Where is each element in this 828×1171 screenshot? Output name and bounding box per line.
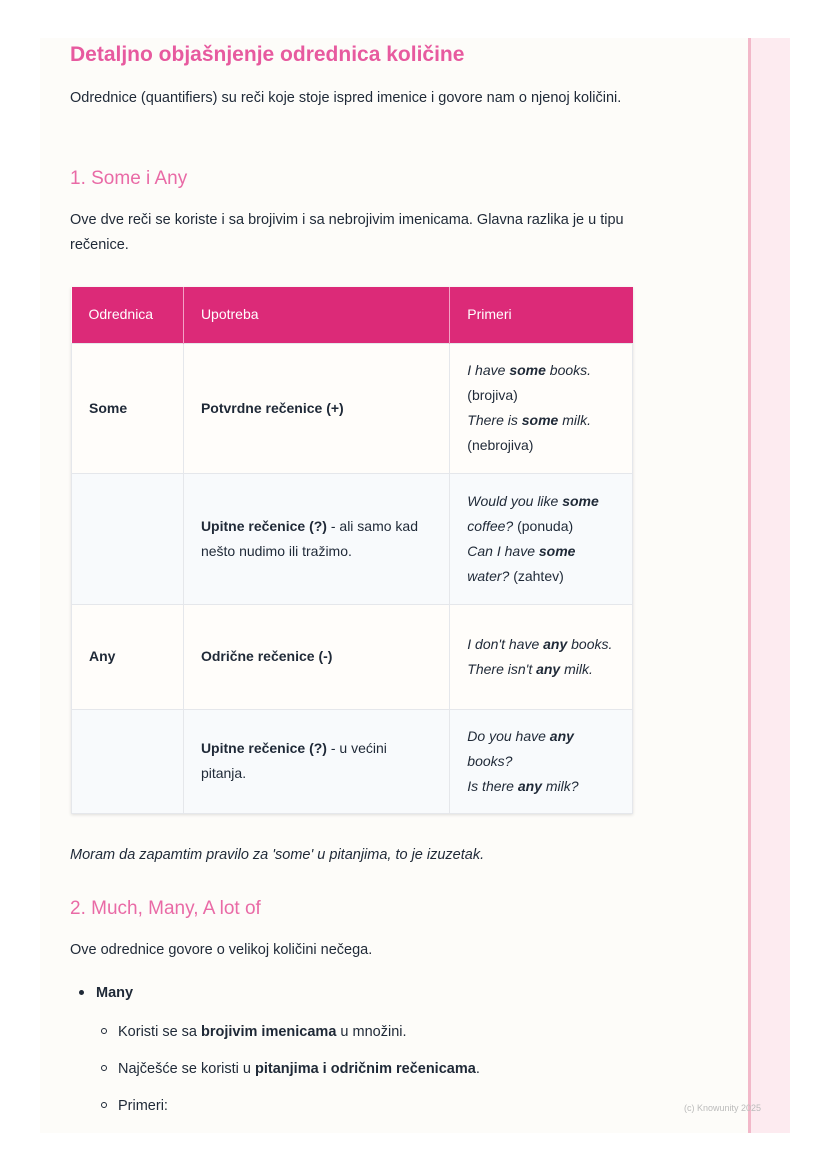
example-line <box>467 358 615 408</box>
determiner-cell <box>72 604 184 709</box>
note-text: Moram da zapamtim pravilo za 'some' u pitanjima, to je izuzetak. <box>70 847 485 863</box>
example-keyword: any <box>536 660 561 677</box>
example-line <box>467 632 615 657</box>
page-title: Detaljno objašnjenje odrednica količine <box>70 43 465 66</box>
example-text: milk. <box>560 660 593 677</box>
table-row <box>72 709 633 813</box>
usage-note: - ali samo kad nešto nudimo ili tražimo. <box>200 517 419 559</box>
example-line <box>467 489 615 539</box>
usage-cell <box>183 473 449 604</box>
table-row <box>72 473 633 604</box>
circle-bullet-icon <box>101 1028 107 1034</box>
example-line <box>467 774 615 799</box>
example-note: (nebrojiva) <box>467 437 534 453</box>
usage-label: Odrične rečenice (-) <box>200 648 333 664</box>
example-text: milk. <box>558 412 591 428</box>
circle-bullet-icon <box>101 1102 107 1108</box>
examples-cell <box>450 473 633 604</box>
text: Koristi se sa <box>118 1024 201 1040</box>
column-header: Primeri <box>450 287 633 343</box>
example-keyword: any <box>517 777 542 794</box>
section-2-heading: 2. Much, Many, A lot of <box>70 898 261 919</box>
determiner: Any <box>89 648 116 664</box>
text: Najčešće se koristi u <box>118 1061 255 1077</box>
example-text: Can I have <box>467 542 539 559</box>
example-text: Would you like <box>467 492 563 509</box>
text: Primeri: <box>118 1098 168 1114</box>
side-strip <box>748 38 790 1133</box>
quantifiers-table <box>71 287 633 814</box>
table-row <box>72 343 633 473</box>
usage-cell <box>183 709 449 813</box>
example-line <box>467 408 615 458</box>
example-text: coffee? <box>467 517 514 534</box>
usage-cell <box>183 604 449 709</box>
usage-label: Upitne rečenice (?) <box>200 517 327 534</box>
bullet-icon <box>79 990 84 995</box>
text: . <box>475 1061 480 1077</box>
example-note: (ponuda) <box>513 517 574 534</box>
example-note: (zahtev) <box>509 567 564 584</box>
determiner-cell <box>72 343 184 473</box>
examples-cell <box>450 343 633 473</box>
bold-text: brojivim imenicama <box>201 1024 337 1040</box>
example-text: Is there <box>467 777 518 794</box>
example-keyword: any <box>549 727 574 744</box>
example-text: milk? <box>542 777 579 794</box>
sub-list-item <box>118 1020 480 1045</box>
bold-text: pitanjima i odričnim rečenicama <box>255 1061 476 1077</box>
examples-cell <box>450 709 633 813</box>
example-note: (brojiva) <box>467 387 518 403</box>
section-1-text: Ove dve reči se koriste i sa brojivim i sa nebrojivim imenicama. Glavna razlika je u tipu rečenice. <box>70 212 624 253</box>
example-keyword: some <box>509 362 546 378</box>
intro-text: Odrednice (quantifiers) su reči koje stoje ispred imenice i govore nam o njenoj količini. <box>70 90 622 106</box>
column-header: Odrednica <box>72 287 184 343</box>
example-text: books. <box>545 362 592 378</box>
sub-list-item <box>118 1057 480 1082</box>
example-line <box>467 539 615 589</box>
table-row <box>72 604 633 709</box>
examples-cell <box>450 604 633 709</box>
usage-cell <box>183 343 449 473</box>
bullet-list <box>96 981 133 1006</box>
example-text: There is <box>467 412 522 428</box>
usage-label: Upitne rečenice (?) <box>200 740 327 756</box>
example-text: Do you have <box>467 727 550 744</box>
sub-list-item <box>118 1094 480 1119</box>
example-keyword: some <box>538 542 576 559</box>
determiner-cell <box>72 709 184 813</box>
list-item <box>96 981 133 1006</box>
usage-note: - u većini pitanja. <box>200 740 387 781</box>
example-keyword: some <box>521 412 559 428</box>
example-text: books. <box>567 635 613 652</box>
example-keyword: any <box>543 635 568 652</box>
example-keyword: some <box>562 492 599 509</box>
example-text: I don't have <box>467 635 544 652</box>
circle-bullet-icon <box>101 1065 107 1071</box>
example-text: books? <box>467 752 513 769</box>
footer-copyright: (c) Knowunity 2025 <box>684 1103 762 1113</box>
determiner-cell <box>72 473 184 604</box>
determiner: Some <box>89 399 128 416</box>
example-text: water? <box>467 567 510 584</box>
section-2-text: Ove odrednice govore o velikoj količini nečega. <box>70 942 373 958</box>
usage-label: Potvrdne rečenice (+) <box>200 399 344 416</box>
example-line <box>467 657 615 682</box>
column-header: Upotreba <box>183 287 449 343</box>
text: u množini. <box>336 1024 407 1040</box>
example-text: I have <box>467 362 510 378</box>
section-1-heading: 1. Some i Any <box>70 168 188 189</box>
sub-list <box>118 1020 480 1131</box>
table-header-row <box>72 287 633 343</box>
example-line <box>467 724 615 774</box>
list-item-label: Many <box>96 985 134 1001</box>
example-text: There isn't <box>467 660 537 677</box>
